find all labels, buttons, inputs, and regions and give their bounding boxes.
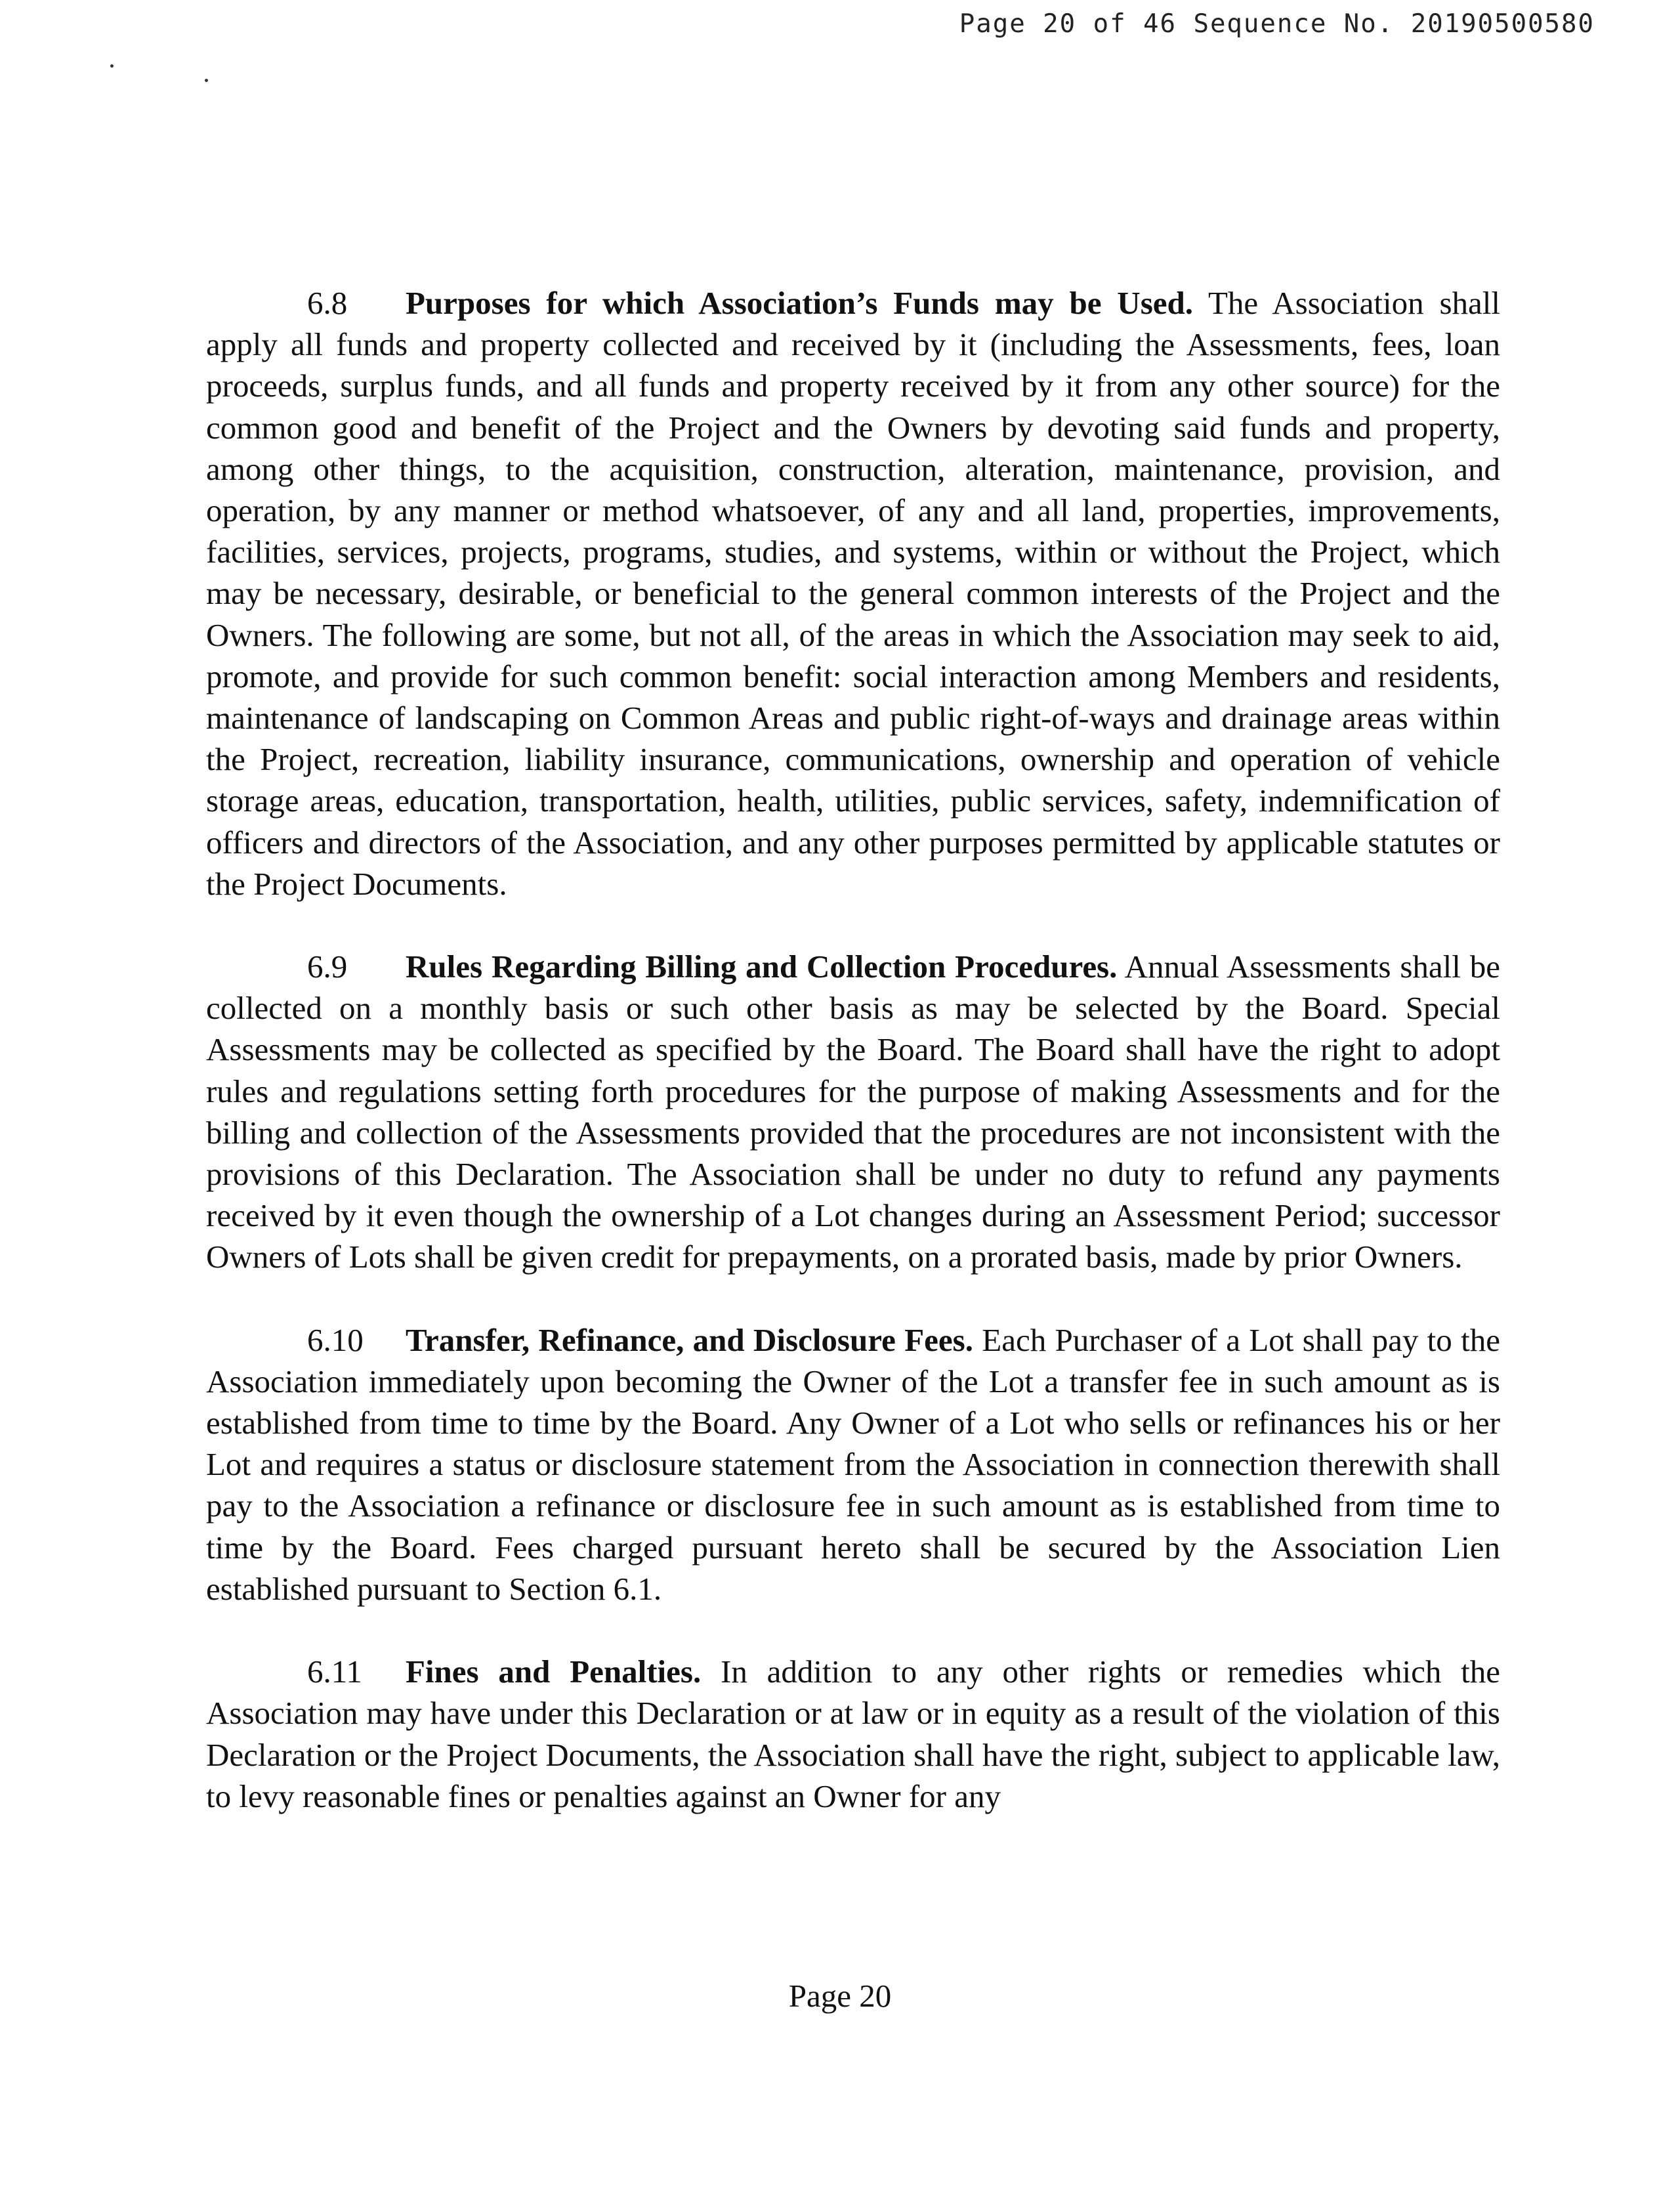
section-6-11 xyxy=(206,1651,1500,1817)
section-text: In addition to any other rights or remedies which the Association may have under this Declaration or at law or in equity as a result of the violation of this Declaration or the Project Documents, the Association shall have the right, subject to applicable law, to levy reasonable fines or penalties against an Owner for any xyxy=(206,1653,1500,1814)
section-number: 6.9 xyxy=(307,948,348,985)
section-text: The Association shall apply all funds and property collected and received by it (including the Assessments, fees, loan proceeds, surplus funds, and all funds and property received by it from any other source) for the common good and benefit of the Project and the Owners by devoting said funds and property, among other things, to the acquisition, construction, alteration, maintenance, provision, and operation, by any manner or method whatsoever, of any and all land, properties, improvements, facilities, services, projects, programs, studies, and systems, within or without the Project, which may be necessary, desirable, or beneficial to the general common interests of the Project and the Owners. The following are some, but not all, of the areas in which the Association may seek to aid, promote, and provide for such common benefit: social interaction among Members and residents, maintenance of landscaping on Common Areas and public right-of-ways and drainage areas within the Project, recreation, liability insurance, communications, ownership and operation of vehicle storage areas, education, transportation, health, utilities, public services, safety, indemnification of officers and directors of the Association, and any other purposes permitted by applicable statutes or the Project Documents. xyxy=(206,285,1500,902)
section-number: 6.8 xyxy=(307,285,348,321)
section-title: Rules Regarding Billing and Collection Procedures. xyxy=(406,948,1118,985)
page-number: Page 20 xyxy=(788,1978,892,2014)
section-text: Annual Assessments shall be collected on a monthly basis or such other basis as may be selected by the Board. Special Assessments may be collected as specified by the Board. The Board shall have the right to adopt rules and regulations setting forth procedures for the purpose of making Assessments and for the billing and collection of the Assessments provided that the procedures are not inconsistent with the provisions of this Declaration. The Association shall be under no duty to refund any payments received by it even though the ownership of a Lot changes during an Assessment Period; successor Owners of Lots shall be given credit for prepayments, on a prorated basis, made by prior Owners. xyxy=(206,948,1501,1275)
document-body xyxy=(206,282,1500,1858)
scan-speck xyxy=(110,64,114,68)
section-title: Transfer, Refinance, and Disclosure Fees. xyxy=(406,1321,973,1358)
section-text: Each Purchaser of a Lot shall pay to the Association immediately upon becoming the Owner of the Lot a transfer fee in such amount as is established from time to time by the Board. Any Owner of a Lot who sells or refinances his or her Lot and requires a status or disclosure statement from the Association in connection therewith shall pay to the Association a refinance or disclosure fee in such amount as is established from time to time by the Board. Fees charged pursuant hereto shall be secured by the Association Lien established pursuant to Section 6.1. xyxy=(206,1321,1500,1607)
scan-speck xyxy=(205,79,208,82)
section-number: 6.11 xyxy=(307,1653,362,1690)
section-number: 6.10 xyxy=(307,1321,364,1358)
section-6-9 xyxy=(206,946,1500,1278)
section-6-8 xyxy=(206,282,1500,905)
section-6-10 xyxy=(206,1319,1500,1609)
section-title: Purposes for which Association’s Funds may be Used. xyxy=(406,285,1194,321)
recording-stamp: Page 20 of 46 Sequence No. 20190500580 xyxy=(959,9,1595,39)
section-title: Fines and Penalties. xyxy=(406,1653,702,1690)
